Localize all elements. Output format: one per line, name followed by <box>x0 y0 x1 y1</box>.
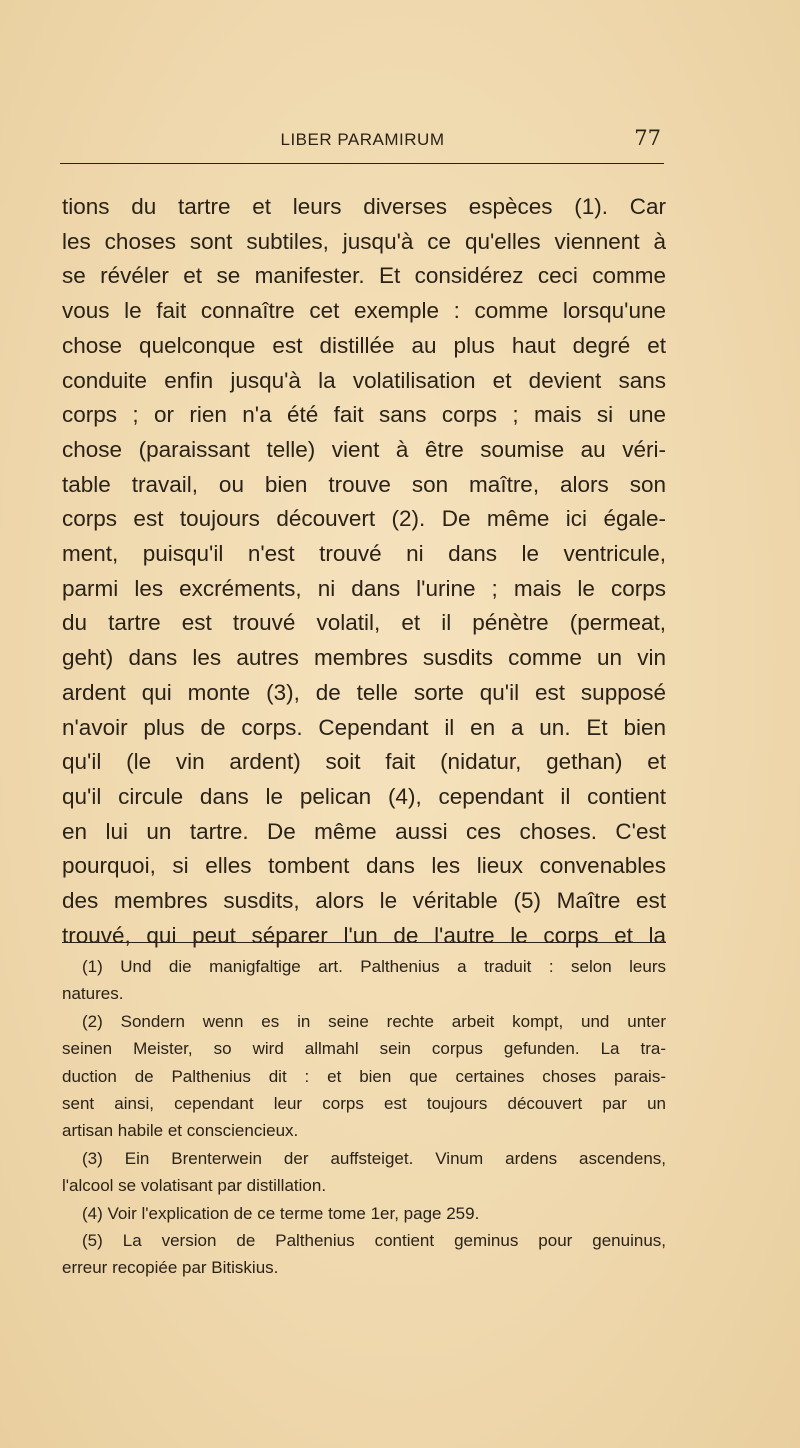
footnote-line: (2) Sondern wenn es in seine rechte arbeit kompt, und unter <box>82 1011 666 1031</box>
footnote-line: duction de Palthenius dit : et bien que certaines choses parais- <box>62 1066 666 1086</box>
body-line: chose (paraissant telle) vient à être soumise au véri- <box>62 436 666 462</box>
body-line: ment, puisqu'il n'est trouvé ni dans le ventricule, <box>62 541 666 567</box>
body-line: des membres susdits, alors le véritable (5) Maître est <box>62 888 666 914</box>
body-line: corps est toujours découvert (2). De même ici égale- <box>62 506 666 532</box>
body-line: pourquoi, si elles tombent dans les lieux convenables <box>62 853 666 879</box>
footnote-line: seinen Meister, so wird allmahl sein corpus gefunden. La tra- <box>62 1039 666 1059</box>
footnote-line: sent ainsi, cependant leur corps est toujours découvert par un <box>62 1094 666 1114</box>
body-line: vous le fait connaître cet exemple : comme lorsqu'une <box>62 298 666 324</box>
header-rule <box>60 163 664 164</box>
footnote-line: erreur recopiée par Bitiskius. <box>62 1258 279 1278</box>
body-line: table travail, ou bien trouve son maître, alors son <box>62 471 666 497</box>
footnote-rule <box>62 942 666 943</box>
body-line: geht) dans les autres membres susdits comme un vin <box>62 645 666 671</box>
body-line: corps ; or rien n'a été fait sans corps ; mais si une <box>62 402 666 428</box>
body-line: se révéler et se manifester. Et considérez ceci comme <box>62 263 666 289</box>
body-line: n'avoir plus de corps. Cependant il en a un. Et bien <box>62 714 666 740</box>
footnotes <box>62 953 666 1282</box>
body-line: qu'il (le vin ardent) soit fait (nidatur, gethan) et <box>62 749 666 775</box>
footnote-line: (3) Ein Brenterwein der auffsteiget. Vinum ardens ascendens, <box>82 1148 666 1168</box>
body-line: en lui un tartre. De même aussi ces choses. C'est <box>62 818 666 844</box>
body-text <box>62 190 666 953</box>
body-line: trouvé, qui peut séparer l'un de l'autre le corps et la <box>62 922 666 948</box>
body-line: chose quelconque est distillée au plus haut degré et <box>62 332 666 358</box>
footnote-line: (1) Und die manigfaltige art. Palthenius a traduit : selon leurs <box>82 957 666 976</box>
body-line: ardent qui monte (3), de telle sorte qu'il est supposé <box>62 679 666 705</box>
footnote-line: natures. <box>62 984 124 1004</box>
body-line: qu'il circule dans le pelican (4), cependant il contient <box>62 783 666 809</box>
body-line: du tartre est trouvé volatil, et il pénètre (permeat, <box>62 610 666 636</box>
footnote-line: artisan habile et consciencieux. <box>62 1121 299 1141</box>
running-title: LIBER PARAMIRUM <box>280 130 445 149</box>
footnote-line: l'alcool se volatisant par distillation. <box>62 1176 327 1196</box>
body-line: parmi les excréments, ni dans l'urine ; mais le corps <box>62 575 666 601</box>
footnote-line: (5) La version de Palthenius contient geminus pour genuinus, <box>82 1231 666 1251</box>
body-line: conduite enfin jusqu'à la volatilisation et devient sans <box>62 367 666 393</box>
running-head <box>60 126 665 156</box>
footnote-line: (4) Voir l'explication de ce terme tome 1er, page 259. <box>82 1203 480 1223</box>
body-line: les choses sont subtiles, jusqu'à ce qu'elles viennent à <box>62 228 666 254</box>
page-number: 77 <box>634 126 661 150</box>
body-line: tions du tartre et leurs diverses espèces (1). Car <box>62 194 666 219</box>
